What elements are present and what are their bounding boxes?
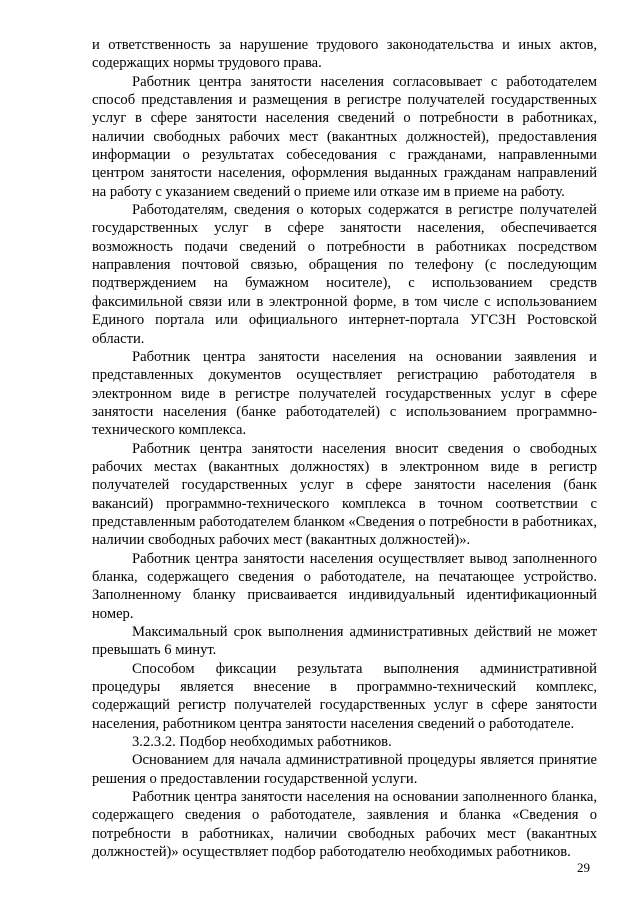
paragraph: Работник центра занятости населения вносит сведения о свободных рабочих местах (вакантных должностях) в электронном виде в регистр получателей государственных услуг в сфере занятости населения (банк вакансий) программно-технического комплекса в точном соответствии с представленным работодателем бланком «Сведения о потребности в работниках, наличии свободных рабочих мест (вакантных должностей)». xyxy=(92,440,597,549)
paragraph-continuation: и ответственность за нарушение трудового законодательства и иных актов, содержащих нормы трудового права. xyxy=(92,37,597,72)
paragraph: Работодателям, сведения о которых содержатся в регистре получателей государственных услуг в сфере занятости населения, обеспечивается возможность подачи сведений о потребности в работниках посредством направления почтовой связью, обращения по телефону (с последующим подтверждением на бумажном носителе), с использованием средств факсимильной связи или в электронной форме, в том числе с использованием Единого портала или официального интернет-портала УГСЗН Ростовской области. xyxy=(92,202,597,347)
paragraph: Работник центра занятости населения на основании заполненного бланка, содержащего сведения о работодателе, заявления и бланка «Сведения о потребности в работниках, наличии свободных рабочих мест (вакантных должностей)» осуществляет подбор работодателю необходимых работников. xyxy=(92,789,597,861)
paragraph: Работник центра занятости населения на основании заявления и представленных документов осуществляет регистрацию работодателя в электронном виде в регистре получателей государственных услуг в сфере занятости населения (банке работодателей) с использованием программно-технического комплекса. xyxy=(92,348,597,439)
paragraph: Основанием для начала административной процедуры является принятие решения о предоставлении государственной услуги. xyxy=(92,752,597,787)
section-heading: 3.2.3.2. Подбор необходимых работников. xyxy=(132,734,392,751)
paragraph: Работник центра занятости населения согласовывает с работодателем способ представления и размещения в регистре получателей государственных услуг в сфере занятости населения сведений о потребности в работниках, наличии свободных рабочих мест (вакантных должностей), предоставления информации о результатах собеседования с гражданами, направленными центром занятости населения, оформления выданных гражданам направлений на работу с указанием сведений о приеме или отказе им в приеме на работу. xyxy=(92,73,597,200)
paragraph: Работник центра занятости населения осуществляет вывод заполненного бланка, содержащего сведения о работодателе, на печатающее устройство. Заполненному бланку присваивается индивидуальный идентификационный номер. xyxy=(92,550,597,622)
document-body xyxy=(92,36,597,861)
page-number: 29 xyxy=(577,860,590,875)
paragraph: Способом фиксации результата выполнения административной процедуры является внесение в программно-технический комплекс, содержащий регистр получателей государственных услуг в сфере занятости населения, работником центра занятости населения сведений о работодателе. xyxy=(92,660,597,732)
paragraph: Максимальный срок выполнения административных действий не может превышать 6 минут. xyxy=(92,624,597,659)
